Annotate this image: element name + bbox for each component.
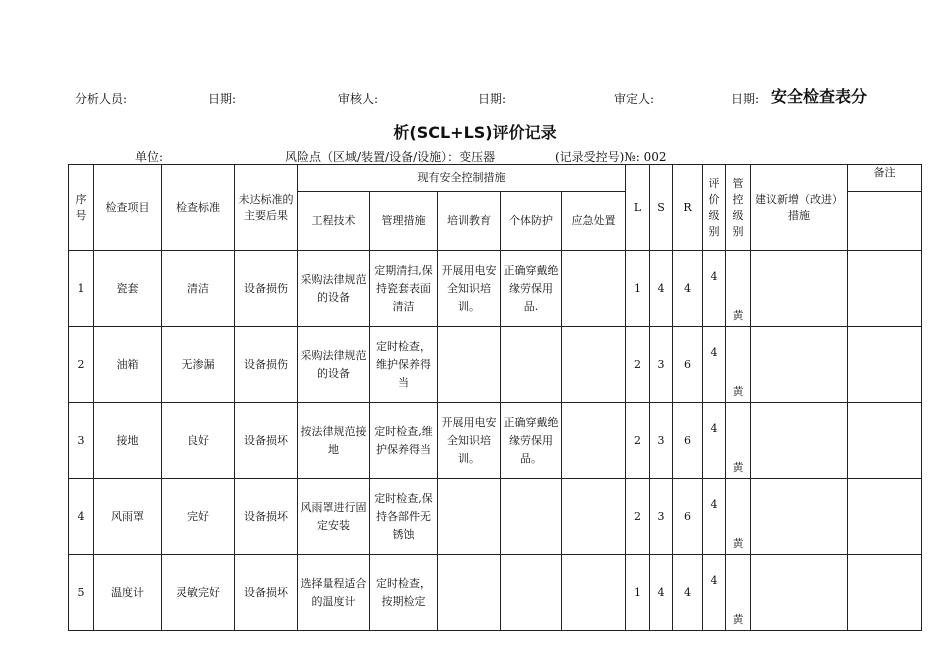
cell-eval: 4	[703, 251, 726, 327]
cell-management: 定时检查，维护保养得当	[370, 327, 438, 403]
cell-eval: 4	[703, 327, 726, 403]
header-row-top	[69, 165, 922, 192]
col-seq: 序号	[69, 165, 94, 251]
cell-standard: 清洁	[162, 251, 235, 327]
cell-suggest	[751, 251, 848, 327]
cell-ppe	[501, 479, 562, 555]
cell-S: 4	[650, 555, 673, 631]
cell-consequence: 设备损伤	[235, 327, 298, 403]
cell-L: 2	[626, 479, 650, 555]
analyst-label: 分析人员:	[75, 92, 128, 106]
cell-suggest	[751, 403, 848, 479]
table-row	[69, 479, 922, 555]
cell-eval: 4	[703, 479, 726, 555]
cell-seq: 1	[69, 251, 94, 327]
safety-check-table	[68, 164, 922, 631]
cell-S: 3	[650, 403, 673, 479]
cell-suggest	[751, 327, 848, 403]
col-S: S	[650, 165, 673, 251]
cell-ctrl: 黄	[726, 251, 751, 327]
cell-training: 开展用电安全知识培训。	[438, 251, 501, 327]
cell-remark	[848, 479, 922, 555]
cell-standard: 良好	[162, 403, 235, 479]
cell-management: 定时检查,维护保养得当	[370, 403, 438, 479]
cell-item: 油箱	[94, 327, 162, 403]
col-consequence: 未达标准的主要后果	[235, 165, 298, 251]
col-R: R	[673, 165, 703, 251]
col-suggest: 建议新增（改进）措施	[751, 165, 848, 251]
cell-consequence: 设备损坏	[235, 555, 298, 631]
table-row	[69, 403, 922, 479]
cell-seq: 3	[69, 403, 94, 479]
cell-suggest	[751, 479, 848, 555]
cell-L: 2	[626, 403, 650, 479]
col-eval-level: 评价级别	[703, 165, 726, 251]
cell-standard: 灵敏完好	[162, 555, 235, 631]
cell-engineering: 采购法律规范的设备	[298, 251, 370, 327]
cell-L: 1	[626, 555, 650, 631]
cell-R: 6	[673, 403, 703, 479]
cell-standard: 无渗漏	[162, 327, 235, 403]
cell-remark	[848, 555, 922, 631]
cell-item: 温度计	[94, 555, 162, 631]
col-training: 培训教育	[438, 192, 501, 251]
reviewer-label: 审核人:	[338, 92, 379, 106]
date1-label: 日期:	[208, 92, 237, 106]
cell-emergency	[562, 403, 626, 479]
cell-management: 定时检查，按期检定	[370, 555, 438, 631]
col-L: L	[626, 165, 650, 251]
cell-seq: 4	[69, 479, 94, 555]
cell-management: 定期清扫,保持瓷套表面清洁	[370, 251, 438, 327]
page-title-part1: 安全检查表分	[771, 87, 868, 106]
unit-line	[0, 148, 950, 164]
cell-consequence: 设备损坏	[235, 479, 298, 555]
cell-training	[438, 555, 501, 631]
cell-S: 3	[650, 327, 673, 403]
cell-training: 开展用电安全知识培训。	[438, 403, 501, 479]
cell-engineering: 风雨罩进行固定安装	[298, 479, 370, 555]
table-row	[69, 327, 922, 403]
unit-label: 单位:	[135, 150, 164, 164]
cell-eval: 4	[703, 403, 726, 479]
cell-ctrl: 黄	[726, 327, 751, 403]
cell-ppe: 正确穿戴绝缘劳保用品.	[501, 251, 562, 327]
risk-point: 风险点（区域/装置/设备/设施）：变压器	[285, 150, 496, 164]
cell-training	[438, 327, 501, 403]
cell-training	[438, 479, 501, 555]
col-standard: 检查标准	[162, 165, 235, 251]
cell-L: 1	[626, 251, 650, 327]
cell-ppe	[501, 327, 562, 403]
cell-standard: 完好	[162, 479, 235, 555]
cell-remark	[848, 251, 922, 327]
cell-ppe: 正确穿戴绝缘劳保用品。	[501, 403, 562, 479]
col-management: 管理措施	[370, 192, 438, 251]
cell-S: 4	[650, 251, 673, 327]
cell-engineering: 选择量程适合的温度计	[298, 555, 370, 631]
col-ctrl-level: 管控级别	[726, 165, 751, 251]
col-item: 检查项目	[94, 165, 162, 251]
cell-R: 4	[673, 251, 703, 327]
date3-label: 日期:	[731, 92, 760, 106]
table-row	[69, 555, 922, 631]
col-remark-blank	[848, 192, 922, 251]
cell-remark	[848, 403, 922, 479]
cell-emergency	[562, 555, 626, 631]
cell-suggest	[751, 555, 848, 631]
cell-R: 4	[673, 555, 703, 631]
col-engineering: 工程技术	[298, 192, 370, 251]
cell-engineering: 采购法律规范的设备	[298, 327, 370, 403]
cell-management: 定时检查,保持各部件无锈蚀	[370, 479, 438, 555]
cell-engineering: 按法律规范接地	[298, 403, 370, 479]
cell-item: 接地	[94, 403, 162, 479]
record-number: (记录受控号)№: 002	[555, 150, 667, 164]
col-ppe: 个体防护	[501, 192, 562, 251]
approver-label: 审定人:	[614, 92, 655, 106]
cell-emergency	[562, 479, 626, 555]
cell-R: 6	[673, 327, 703, 403]
cell-eval: 4	[703, 555, 726, 631]
col-remark: 备注	[848, 165, 922, 192]
cell-seq: 5	[69, 555, 94, 631]
cell-consequence: 设备损伤	[235, 251, 298, 327]
cell-item: 风雨罩	[94, 479, 162, 555]
table-row	[69, 251, 922, 327]
col-emergency: 应急处置	[562, 192, 626, 251]
cell-ctrl: 黄	[726, 479, 751, 555]
cell-ctrl: 黄	[726, 555, 751, 631]
cell-S: 3	[650, 479, 673, 555]
date2-label: 日期:	[478, 92, 507, 106]
cell-ppe	[501, 555, 562, 631]
cell-emergency	[562, 327, 626, 403]
cell-L: 2	[626, 327, 650, 403]
cell-consequence: 设备损坏	[235, 403, 298, 479]
cell-ctrl: 黄	[726, 403, 751, 479]
cell-R: 6	[673, 479, 703, 555]
page-title-part2: 析(SCL+LS)评价记录	[393, 123, 557, 142]
cell-seq: 2	[69, 327, 94, 403]
col-controls-group: 现有安全控制措施	[298, 165, 626, 192]
cell-emergency	[562, 251, 626, 327]
cell-item: 瓷套	[94, 251, 162, 327]
cell-remark	[848, 327, 922, 403]
